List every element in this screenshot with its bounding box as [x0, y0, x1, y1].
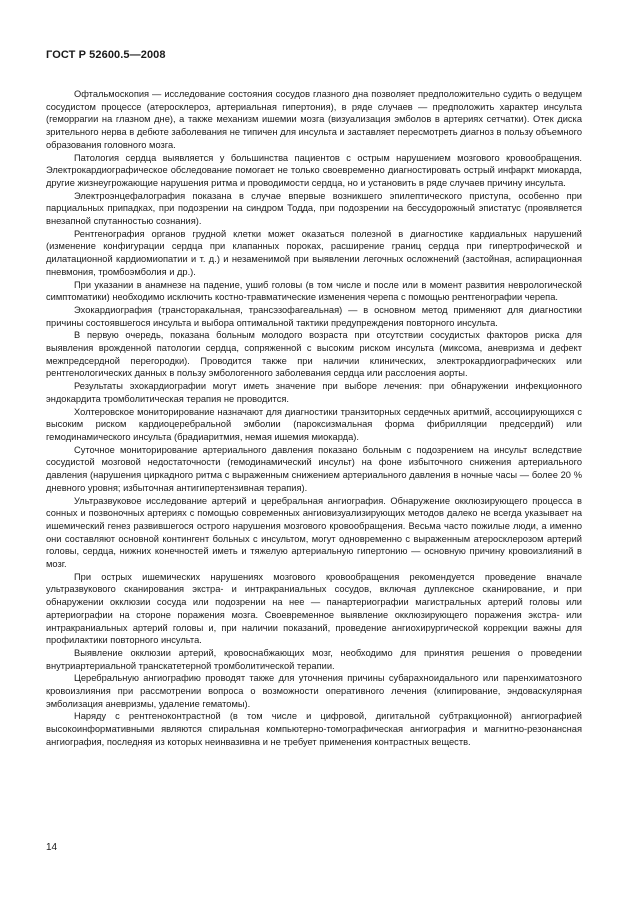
paragraph-bp-monitoring: Суточное мониторирование артериального давления показано больным с подозрением на инсульт вследствие сосудистой мозговой недостаточности (гемодинамический инсульт) на фоне избыточного снижения артериального давления (нарушения циркадного ритма с выраженным снижением артериального давления в ночные часы — более 20 % дневного уровня; избыточная антигипертензивная терапия). — [46, 444, 582, 493]
paragraph-echo-results: Результаты эхокардиографии могут иметь значение при выборе лечения: при обнаружении инфекционного эндокардита тромболитическая терапия не проводится. — [46, 381, 582, 404]
paragraph-cerebral-angiography: Церебральную ангиографию проводят также для уточнения причины субарахноидального или паренхиматозного кровоизлияния при рассмотрении вопроса о возможности оперативного лечения (клипирование, эндоваскулярная эмболизация аневризмы, удаление гематомы). — [46, 673, 582, 709]
paragraph-skull-xray: При указании в анамнезе на падение, ушиб головы (в том числе и после или в момент развития неврологической симптоматики) необходимо исключить костно-травматические изменения черепа с помощью рентгенографии черепа. — [46, 279, 582, 303]
paragraph-holter: Холтеровское мониторирование назначают для диагностики транзиторных сердечных аритмий, ассоциирующихся с высоким риском кардиоцеребральной эмболии (пароксизмальная форма фибрилляции предсердий) или гемодинамического инсульта (брадиаритмия, немая ишемия миокарда). — [46, 406, 582, 442]
page-number: 14 — [46, 842, 58, 853]
paragraph-heart-pathology: Патология сердца выявляется у большинства пациентов с острым нарушением мозгового кровообращения. Электрокардиографическое обследование помогает не только своевременно диагностировать острый инфаркт миокарда, другие жизнеугрожающие нарушения ритма и проводимости сердца, но и установить в ряде случаев причину инсульта. — [46, 152, 582, 188]
document-body — [46, 88, 582, 749]
paragraph-echocardiography: Эхокардиография (трансторакальная, трансэзофагеальная) — в основном метод применяют для диагностики причины состоявшегося инсульта и выбора оптимальной тактики предупреждения повторного инсульта. — [46, 304, 582, 328]
paragraph-ophthalmoscopy: Офтальмоскопия — исследование состояния сосудов глазного дна позволяет предположительно судить о ведущем сосудистом процессе (атеросклероз, артериальная гипертония), в ряде случаев — предположить характер инсульта (геморрагии на глазном дне), а также механизм ишемии мозга (визуализация эмболов в артериях сетчатки). Отек диска зрительного нерва в дебюте заболевания не типичен для инсульта и заставляет пересмотреть диагноз в пользу объемного образования головного мозга. — [46, 89, 582, 150]
paragraph-acute-ischemia: При острых ишемических нарушениях мозгового кровообращения рекомендуется проведение вначале ультразвукового сканирования экстра- и интракраниальных сосудов, включая дуплексное сканирование, и при обнаружении окклюзии сосуда или подозрении на нее — панартериографии магистральных артерий головы или артериографии на стороне поражения мозга. Своевременное выявление окклюзирующего поражения экстра- или интракраниальных артерий головы и, при наличии показаний, проведение ангиохирургической коррекции важны для профилактики повторного инсульта. — [46, 571, 582, 646]
document-header: ГОСТ Р 52600.5—2008 — [46, 49, 166, 61]
paragraph-eeg: Электроэнцефалография показана в случае впервые возникшего эпилептического приступа, особенно при парциальных припадках, при подозрении на синдром Тодда, при подозрении на бессудорожный эпистатус (проявляется внезапной спутанностью сознания). — [46, 190, 582, 227]
paragraph-chest-xray: Рентгенография органов грудной клетки может оказаться полезной в диагностике кардиальных нарушений (изменение конфигурации сердца при клапанных пороках, расширение границ сердца при гипертрофической и дилатационной кардиомиопатии и т. д.) и незаменимой при выявлении легочных осложнений (застойная, аспирационная пневмония, тромбоэмболия и др.). — [46, 228, 582, 277]
paragraph-occlusion: Выявление окклюзии артерий, кровоснабжающих мозг, необходимо для принятия решения о проведении внутриартериальной транскатетерной тромболитической терапии. — [46, 647, 582, 671]
paragraph-ct-mr-angiography: Наряду с рентгеноконтрастной (в том числе и цифровой, дигитальной субтракционной) ангиографией высокоинформативными являются спиральная компьютерно-томографическая ангиография и магнитно-резонансная ангиография, последняя из которых неинвазивна и не требует применения контрастных веществ. — [46, 711, 582, 747]
paragraph-ultrasound: Ультразвуковое исследование артерий и церебральная ангиография. Обнаружение окклюзирующего процесса в сонных и позвоночных артериях с помощью современных ангиовизуализирующих методов далеко не всегда указывает на ишемический генез развившегося острого нарушения мозгового кровообращения. Весьма часто пожилые люди, а именно они составляют основной контингент больных с инсультом, могут одновременно с выраженным атеросклерозом артерий головы, сердца, нижних конечностей иметь и тяжелую артериальную гипертонию — основную причину кровоизлияний в мозг. — [46, 495, 582, 570]
paragraph-echo-indications: В первую очередь, показана больным молодого возраста при отсутствии сосудистых факторов риска для выявления врожденной патологии сердца, сопряженной с высоким риском инсульта (миксома, аневризма и дефект межпредсердной перегородки). Проводится также при наличии клинических, электрокардиографических или рентгенологических данных в пользу эмбологенного заболевания сердца или расслоения аорты. — [46, 330, 582, 379]
